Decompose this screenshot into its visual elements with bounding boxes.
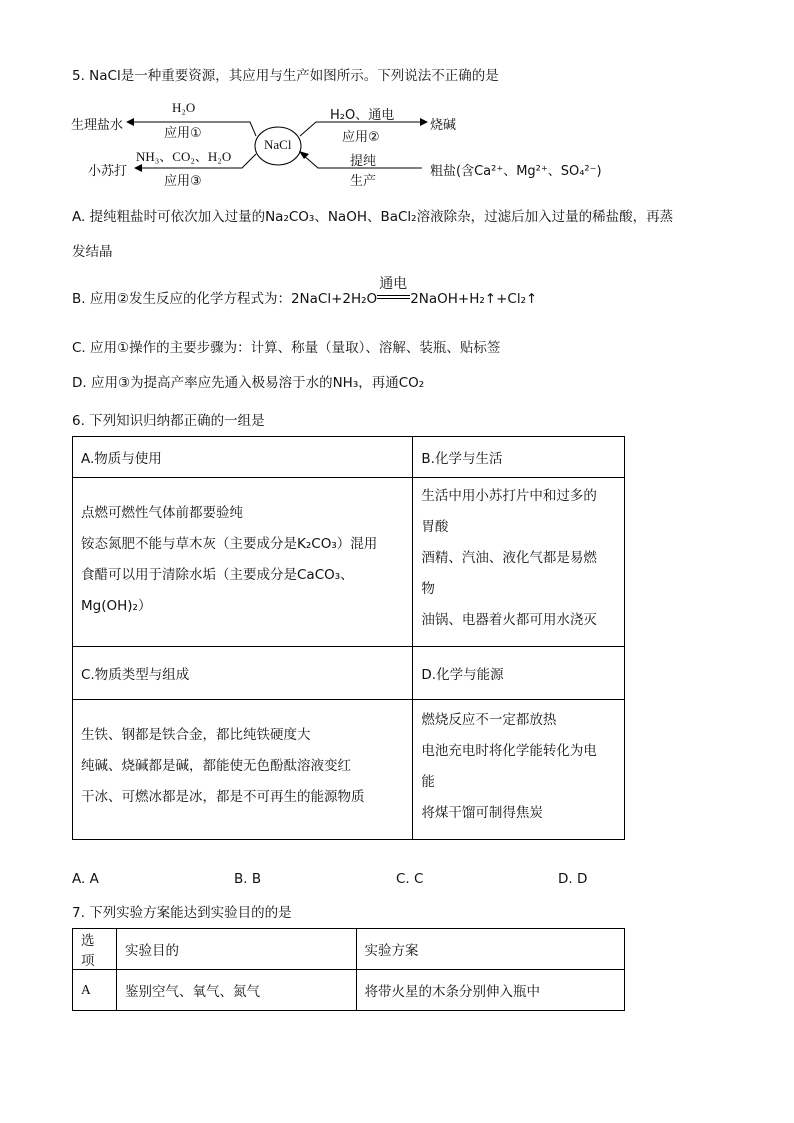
cell-a-body (73, 478, 413, 647)
label-caustic-soda: 烧碱 (430, 118, 457, 133)
label-app1: 应用① (164, 126, 202, 141)
d-line-3: 能 (421, 774, 435, 790)
d-line-2: 电池充电时将化学能转化为电 (421, 743, 597, 759)
d-line-4: 将煤干馏可制得焦炭 (421, 805, 543, 821)
b-line-4: 物 (421, 581, 435, 597)
cell-c-body (73, 700, 413, 840)
label-app2: 应用② (342, 130, 380, 145)
b-line-3: 酒精、汽油、液化气都是易燃 (421, 550, 597, 566)
q5-option-a-line2: 发结晶 (72, 244, 113, 260)
q6-knowledge-table (72, 436, 625, 840)
q5-option-d: D. 应用③为提高产率应先通入极易溶于水的NH₃，再通CO₂ (72, 375, 425, 391)
cond-purify: 提纯 (350, 154, 377, 169)
header-method: 实验方案 (356, 929, 624, 970)
table-row (73, 970, 625, 1011)
a-line-4: Mg(OH)₂） (81, 598, 152, 614)
diagram-center-nacl: NaCl (264, 137, 292, 152)
b-line-2: 胃酸 (421, 519, 449, 535)
cond-h2o-left: H₂O (172, 100, 196, 115)
q5-option-a-line1: A. 提纯粗盐时可依次加入过量的Na₂CO₃、NaOH、BaCl₂溶液除杂，过滤后加入过量的稀盐酸，再蒸 (72, 209, 674, 225)
a-line-1: 点燃可燃性气体前都要验纯 (81, 505, 243, 521)
d-line-1: 燃烧反应不一定都放热 (421, 712, 557, 728)
cond-nh3-co2-h2o: NH₃、CO₂、H₂O (136, 149, 232, 164)
label-production: 生产 (350, 174, 377, 189)
table-header-row (73, 929, 625, 970)
q6-choice-c: C. C (396, 871, 424, 887)
label-baking-soda: 小苏打 (88, 164, 128, 179)
q5-option-c: C. 应用①操作的主要步骤为：计算、称量（量取）、溶解、装瓶、贴标签 (72, 340, 501, 356)
cond-h2o-electrify: H₂O、通电 (330, 108, 395, 123)
a-line-3: 食醋可以用于清除水垢（主要成分是CaCO₃、 (81, 567, 354, 583)
b-line-5: 油锅、电器着火都可用水浇灭 (421, 612, 597, 628)
row-a-method: 将带火星的木条分别伸入瓶中 (356, 970, 624, 1011)
row-a-purpose: 鉴别空气、氧气、氮气 (116, 970, 356, 1011)
q6-choice-a: A. A (72, 871, 99, 887)
header-purpose: 实验目的 (116, 929, 356, 970)
cell-b-body (413, 478, 625, 647)
c-line-1: 生铁、钢都是铁合金，都比纯铁硬度大 (81, 727, 311, 743)
q5-option-b-products: 2NaOH+H₂↑+Cl₂↑ (410, 291, 538, 307)
q5-option-b (72, 276, 538, 309)
b-line-1: 生活中用小苏打片中和过多的 (421, 488, 597, 504)
label-saline: 生理盐水 (71, 118, 124, 133)
c-line-2: 纯碱、烧碱都是碱，都能使无色酚酞溶液变红 (81, 758, 351, 774)
label-app3: 应用③ (164, 174, 202, 189)
q6-choice-b: B. B (234, 871, 262, 887)
q7-experiment-table (72, 928, 625, 1011)
a-line-2: 铵态氮肥不能与草木灰（主要成分是K₂CO₃）混用 (81, 536, 378, 552)
q5-stem: 5. NaCl是一种重要资源，其应用与生产如图所示。下列说法不正确的是 (72, 68, 499, 84)
q6-stem: 6. 下列知识归纳都正确的一组是 (72, 413, 265, 429)
cell-d-title: D.化学与能源 (413, 647, 625, 700)
condition-electrify: 通电 (379, 276, 408, 292)
cell-a-title: A.物质与使用 (73, 437, 413, 478)
cell-c-title: C.物质类型与组成 (73, 647, 413, 700)
cell-b-title: B.化学与生活 (413, 437, 625, 478)
q5-option-b-prefix: B. 应用②发生反应的化学方程式为：2NaCl+2H₂O (72, 291, 378, 307)
c-line-3: 干冰、可燃冰都是冰，都是不可再生的能源物质 (81, 789, 365, 805)
cell-d-body (413, 700, 625, 840)
q6-choice-d: D. D (558, 871, 588, 887)
q7-stem: 7. 下列实验方案能达到实验目的的是 (72, 905, 292, 921)
nacl-diagram (60, 92, 620, 196)
label-crude-salt: 粗盐(含Ca²⁺、Mg²⁺、SO₄²⁻) (430, 164, 602, 179)
row-a-option: A (73, 970, 117, 1011)
header-option: 选项 (73, 929, 117, 970)
